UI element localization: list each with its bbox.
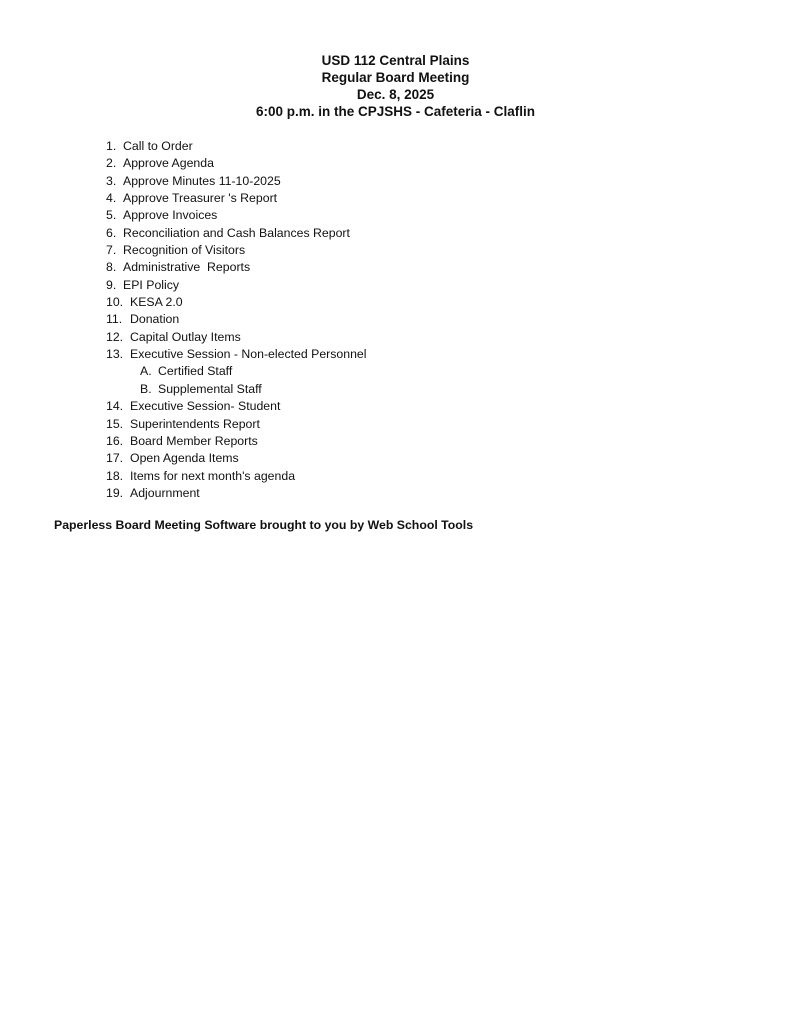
agenda-item [106,242,367,259]
agenda-item [106,329,367,346]
agenda-item-number: 5. [106,208,117,223]
agenda-item-text: Adjournment [130,485,200,500]
footer-credit: Paperless Board Meeting Software brought to you by Web School Tools [54,518,474,532]
agenda-subitem [106,381,367,398]
agenda-item-text: Board Member Reports [130,433,258,448]
agenda-item-text: Approve Minutes 11-10-2025 [123,173,281,188]
agenda-item [106,173,367,190]
agenda-item-number: 11. [106,312,123,327]
agenda-item-text: Approve Invoices [123,208,218,223]
agenda-item [106,277,367,294]
agenda-item-text: Superintendents Report [130,416,260,431]
agenda-item-number: 19. [106,485,124,500]
district-name: USD 112 Central Plains [321,53,470,68]
agenda-item-text: Supplemental Staff [158,381,262,396]
agenda-item-text: Certified Staff [158,364,233,379]
agenda-item-number: 9. [106,277,117,292]
agenda-item-text: Executive Session- Student [130,399,281,414]
agenda-item-number: 12. [106,329,124,344]
agenda-item [106,155,367,172]
agenda-item [106,225,367,242]
agenda-item [106,416,367,433]
agenda-item-number: 13. [106,347,124,362]
agenda-item-text: Items for next month's agenda [130,468,296,483]
meeting-date: Dec. 8, 2025 [356,87,435,102]
agenda-item-number: 4. [106,191,117,206]
meeting-header [0,52,791,120]
agenda-item-number: 14. [106,399,124,414]
agenda-item-number: A. [140,364,152,379]
agenda-item [106,468,367,485]
meeting-time-location: 6:00 p.m. in the CPJSHS - Cafeteria - Claflin [255,104,536,119]
agenda-item-number: 8. [106,260,117,275]
agenda-item-number: 3. [106,173,117,188]
agenda-item-number: 17. [106,451,124,466]
agenda-item-number: 1. [106,139,117,153]
agenda-item [106,433,367,450]
agenda-item-text: Administrative Reports [123,260,251,275]
agenda-item [106,311,367,328]
agenda-subitem [106,363,367,380]
meeting-type: Regular Board Meeting [321,70,470,85]
agenda-item-text: Reconciliation and Cash Balances Report [123,225,350,240]
agenda-item-text: Recognition of Visitors [123,243,246,258]
agenda-item-number: 16. [106,433,124,448]
agenda-item-text: KESA 2.0 [130,295,183,310]
agenda-item [106,207,367,224]
agenda-item [106,138,367,155]
agenda-item-number: 10. [106,295,124,310]
agenda-item-number: 18. [106,468,124,483]
agenda-item [106,346,367,363]
agenda-item-number: 15. [106,416,124,431]
agenda-item-text: Capital Outlay Items [130,329,241,344]
agenda-item-number: 2. [106,156,117,171]
agenda-item-text: Call to Order [123,139,193,153]
agenda-item-text: Donation [130,312,180,327]
agenda-item-number: 6. [106,225,117,240]
agenda-item-number: 7. [106,243,117,258]
agenda-item [106,485,367,502]
agenda-item [106,294,367,311]
agenda-item [106,190,367,207]
agenda-item-text: EPI Policy [123,277,180,292]
agenda-item [106,450,367,467]
agenda-item-text: Executive Session - Non-elected Personnel [130,347,367,362]
agenda-item [106,398,367,415]
agenda-item-number: B. [140,381,152,396]
agenda-item-text: Approve Treasurer 's Report [123,191,278,206]
agenda-item-text: Open Agenda Items [130,451,239,466]
agenda-list [106,138,367,502]
agenda-item [106,259,367,276]
agenda-item-text: Approve Agenda [123,156,214,171]
